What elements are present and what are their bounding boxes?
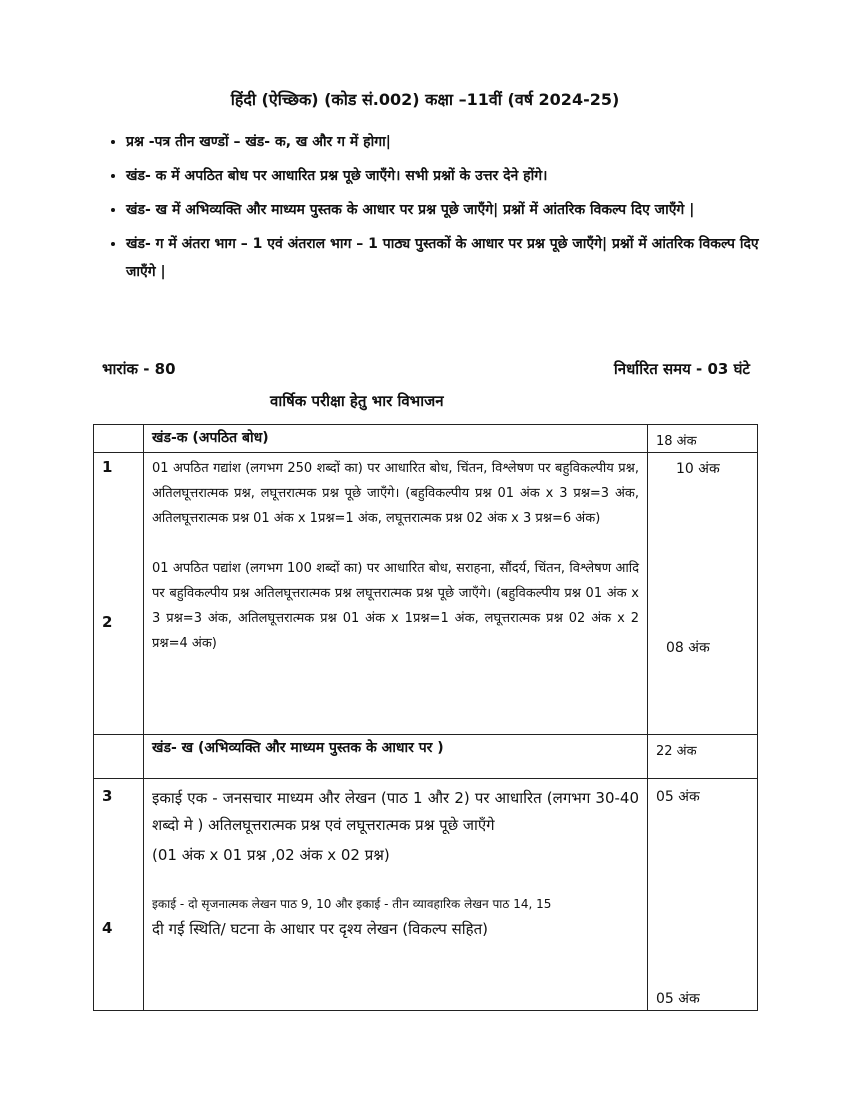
question-marks: 08 अंक (666, 640, 710, 656)
question-marks: 10 अंक (676, 461, 720, 477)
instruction-item: • खंड- क में अपठित बोध पर आधारित प्रश्न पूछे जाएँगे। सभी प्रश्नों के उत्तर देने होंगे। (126, 162, 786, 190)
instruction-item: • खंड- ख में अभिव्यक्ति और माध्यम पुस्तक के आधार पर प्रश्न पूछे जाएँगे| प्रश्नों में आंतरिक विकल्प दिए जाएँगे | (126, 196, 786, 224)
time-allowed: निर्धारित समय - 03 घंटे (613, 360, 750, 378)
instruction-item: • प्रश्न -पत्र तीन खण्डों – खंड- क, ख और ग में होगा| (126, 128, 786, 156)
question-number: 2 (102, 613, 113, 631)
page-title: हिंदी (ऐच्छिक) (कोड सं.002) कक्षा –11वीं (वर्ष 2024-25) (230, 90, 620, 109)
table-row (94, 425, 758, 453)
section-a-marks: 18 अंक (648, 425, 758, 453)
table-title: वार्षिक परीक्षा हेतु भार विभाजन (270, 392, 444, 410)
max-marks: भारांक - 80 (102, 360, 176, 378)
question-marks: 05 अंक (656, 789, 700, 805)
section-a-heading: खंड-क (अपठित बोध) (144, 425, 648, 453)
question-number: 1 (102, 458, 113, 476)
question-number: 3 (102, 787, 113, 805)
question-description: दी गई स्थिति/ घटना के आधार पर दृश्य लेखन (विकल्प सहित) (152, 920, 488, 938)
question-description: 01 अपठित गद्यांश (लगभग 250 शब्दों का) पर आधारित बोध, चिंतन, विश्लेषण पर बहुविकल्पीय प्रश्न, अतिलघूत्तरात्मक प्रश्न, लघूत्तरात्मक प्रश्न पूछे जाएँगे। (बहुविकल्पीय प्रश्न 01 अंक x 3 प्रश्न=3 अंक, अतिलघूत्तरात्मक प्रश्न 01 अंक x 1प्रश्न=1 अंक, लघूत्तरात्मक प्रश्न 02 अंक x 3 प्रश्न=6 अंक) (152, 461, 639, 526)
question-marks: 05 अंक (656, 991, 700, 1007)
instructions-list (100, 128, 786, 292)
marks-breakdown: (01 अंक x 01 प्रश्न ,02 अंक x 02 प्रश्न) (152, 846, 390, 864)
instruction-item: • खंड- ग में अंतरा भाग – 1 एवं अंतराल भाग – 1 पाठ्य पुस्तकों के आधार पर प्रश्न पूछे जाएँगे| प्रश्नों में आंतरिक विकल्प दिए जाएँगे | (126, 230, 786, 286)
table-row (94, 779, 758, 1011)
section-b-heading: खंड- ख (अभिव्यक्ति और माध्यम पुस्तक के आधार पर ) (144, 735, 648, 779)
question-description: इकाई - दो सृजनात्मक लेखन पाठ 9, 10 और इकाई - तीन व्यावहारिक लेखन पाठ 14, 15 (152, 897, 552, 911)
question-description: इकाई एक - जनसचार माध्यम और लेखन (पाठ 1 और 2) पर आधारित (लगभग 30-40 शब्दो मे ) अतिलघूत्तरात्मक प्रश्न एवं लघूत्तरात्मक प्रश्न पूछे जाएँगे (152, 789, 639, 834)
question-description: 01 अपठित पद्यांश (लगभग 100 शब्दों का) पर आधारित बोध, सराहना, सौंदर्य, चिंतन, विश्लेषण आदि पर बहुविकल्पीय प्रश्न अतिलघूत्तरात्मक प्रश्न लघूत्तरात्मक प्रश्न पूछे जाएँगे। (बहुविकल्पीय प्रश्न 01 अंक x 3 प्रश्न=3 अंक, अतिलघूत्तरात्मक प्रश्न 01 अंक x 1प्रश्न=1 अंक, लघूत्तरात्मक प्रश्न 02 अंक x 2 प्रश्न=4 अंक) (152, 561, 639, 651)
question-number: 4 (102, 919, 113, 937)
table-row (94, 453, 758, 735)
table-row (94, 735, 758, 779)
section-b-marks: 22 अंक (648, 735, 758, 779)
weightage-table (93, 424, 758, 1011)
